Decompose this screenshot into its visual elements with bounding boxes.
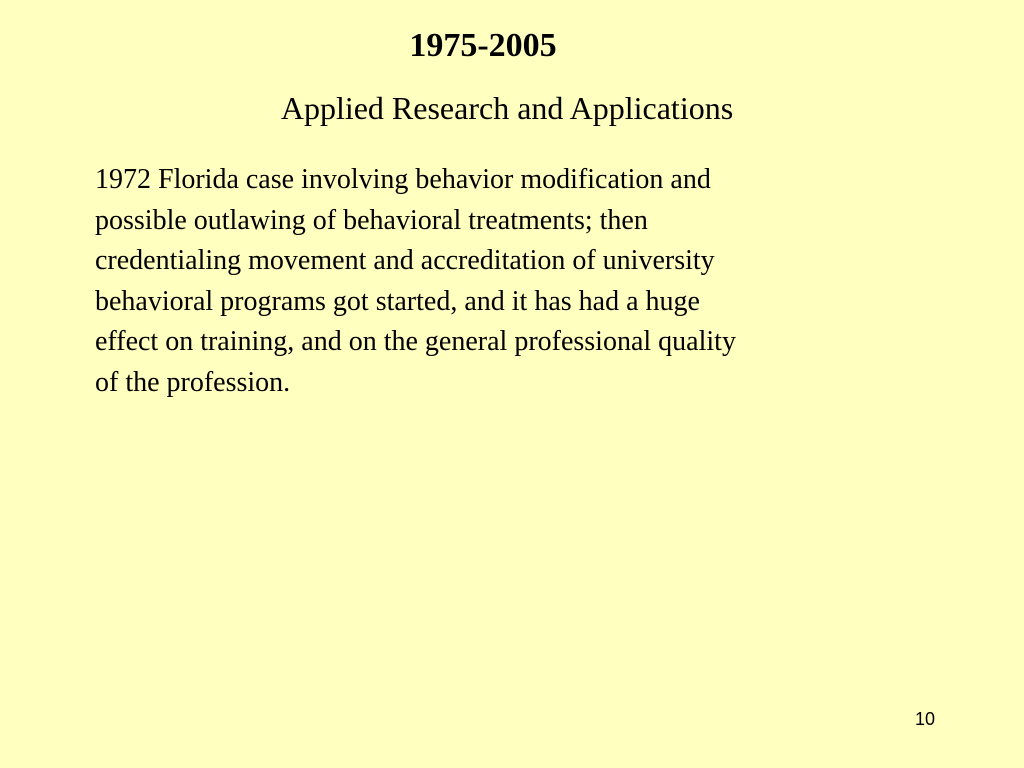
body-line: effect on training, and on the general professional quality xyxy=(95,326,736,357)
body-line: possible outlawing of behavioral treatments; then xyxy=(95,204,648,236)
slide-subtitle: Applied Research and Applications xyxy=(280,90,734,126)
page-number: 10 xyxy=(914,709,936,729)
body-line: 1972 Florida case involving behavior modification and xyxy=(95,164,711,195)
body-line: of the profession. xyxy=(95,366,291,398)
body-paragraph xyxy=(95,160,895,403)
body-line: behavioral programs got started, and it has had a huge xyxy=(95,285,700,317)
slide-title: 1975-2005 xyxy=(409,27,557,64)
body-line: credentialing movement and accreditation of university xyxy=(95,245,715,276)
